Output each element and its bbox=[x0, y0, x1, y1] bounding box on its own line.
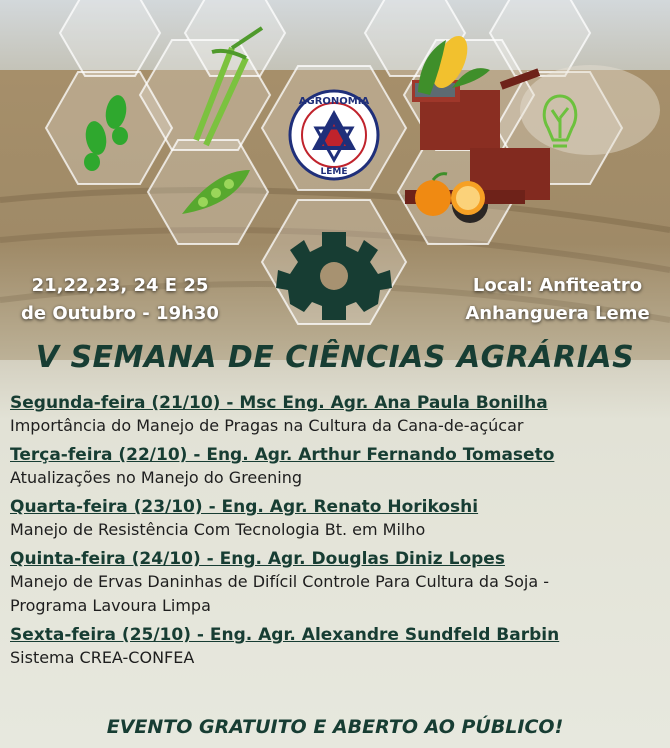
event-location-line1: Local: Anfiteatro bbox=[472, 275, 643, 296]
schedule-heading: Segunda-feira (21/10) - Msc Eng. Agr. Ana Paula Bonilha bbox=[10, 393, 548, 413]
schedule-heading: Sexta-feira (25/10) - Eng. Agr. Alexandre Sundfeld Barbin bbox=[10, 625, 560, 645]
schedule-topic: Manejo de Resistência Com Tecnologia Bt. em Milho bbox=[10, 520, 426, 539]
logo-bottom-text: LEME bbox=[320, 167, 348, 177]
schedule-topic-line: Programa Lavoura Limpa bbox=[10, 596, 211, 615]
schedule-topic: Sistema CREA-CONFEA bbox=[10, 648, 195, 667]
schedule-item-tuesday bbox=[10, 444, 660, 490]
schedule-topic bbox=[10, 570, 660, 618]
schedule-topic: Importância do Manejo de Pragas na Cultura da Cana-de-açúcar bbox=[10, 416, 524, 435]
schedule-heading: Quinta-feira (24/10) - Eng. Agr. Douglas Diniz Lopes bbox=[10, 549, 505, 569]
logo-top-text: AGRONOMIA bbox=[298, 96, 370, 107]
schedule-list bbox=[10, 392, 660, 676]
event-location bbox=[455, 272, 660, 328]
event-title: V SEMANA DE CIÊNCIAS AGRÁRIAS bbox=[35, 340, 635, 375]
schedule-topic-line: Manejo de Ervas Daninhas de Difícil Controle Para Cultura da Soja - bbox=[10, 572, 550, 591]
schedule-heading: Terça-feira (22/10) - Eng. Agr. Arthur Fernando Tomaseto bbox=[10, 445, 555, 465]
schedule-topic: Atualizações no Manejo do Greening bbox=[10, 468, 302, 487]
schedule-item-friday bbox=[10, 624, 660, 670]
event-dates bbox=[20, 272, 220, 328]
schedule-item-wednesday bbox=[10, 496, 660, 542]
event-dates-line1: 21,22,23, 24 E 25 bbox=[31, 275, 209, 296]
event-footer: EVENTO GRATUITO E ABERTO AO PÚBLICO! bbox=[106, 716, 564, 738]
event-location-line2: Anhanguera Leme bbox=[465, 303, 650, 324]
event-dates-line2: de Outubro - 19h30 bbox=[21, 303, 219, 324]
schedule-item-monday bbox=[10, 392, 660, 438]
schedule-heading: Quarta-feira (23/10) - Eng. Agr. Renato Horikoshi bbox=[10, 497, 479, 517]
schedule-item-thursday bbox=[10, 548, 660, 618]
